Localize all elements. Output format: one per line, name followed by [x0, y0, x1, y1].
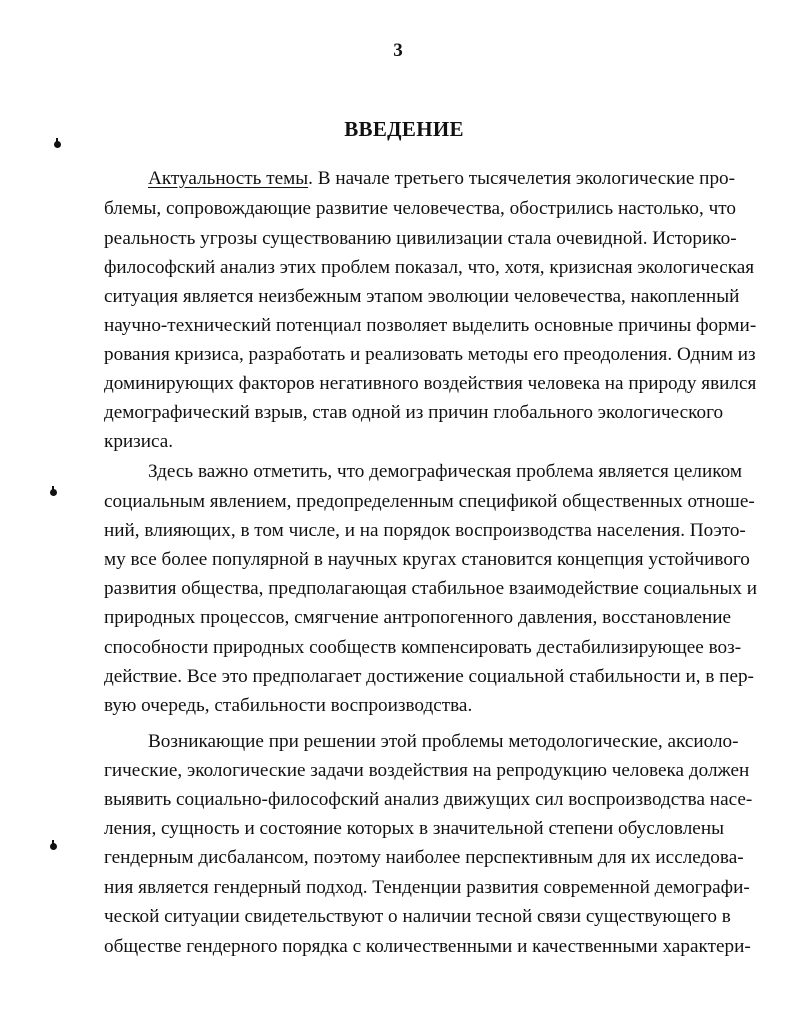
text-line: гендерным дисбалансом, поэтому наиболее перспективным для их исследова-	[104, 847, 744, 868]
text-line: ситуация является неизбежным этапом эволюции человечества, накопленный	[104, 286, 740, 307]
text-line: гические, экологические задачи воздействия на репродукцию человека должен	[104, 760, 750, 781]
page-number: 3	[393, 40, 403, 61]
text-line: выявить социально-философский анализ движущих сил воспроизводства насе-	[104, 789, 753, 810]
text-line: демографический взрыв, став одной из причин глобального экологического	[104, 402, 724, 423]
text-line: ления, сущность и состояние которых в значительной степени обусловлены	[104, 818, 724, 839]
text-line: блемы, сопровождающие развитие человечества, обострились настолько, что	[104, 198, 736, 219]
intro-heading: Актуальность темы	[148, 168, 309, 189]
section-title: ВВЕДЕНИЕ	[344, 117, 464, 141]
text-line: рования кризиса, разработать и реализовать методы его преодоления. Одним из	[104, 344, 756, 365]
text-line: природных процессов, смягчение антропогенного давления, восстановление	[104, 607, 732, 628]
text-line	[148, 165, 736, 193]
text-line: му все более популярной в научных кругах становится концепция устойчивого	[104, 549, 750, 570]
text-line: социальным явлением, предопределенным спецификой общественных отноше-	[104, 491, 755, 512]
text-line: доминирующих факторов негативного воздействия человека на природу явился	[104, 373, 757, 394]
text-line: Здесь важно отметить, что демографическая проблема является целиком	[148, 461, 742, 482]
text-line: ческой ситуации свидетельствуют о наличии тесной связи существующего в	[104, 906, 731, 927]
text-line: действие. Все это предполагает достижение социальной стабильности и, в пер-	[104, 666, 754, 687]
text-line: развития общества, предполагающая стабильное взаимодействие социальных и	[104, 578, 758, 599]
binding-hole-mark-1	[54, 141, 61, 148]
text-line: вую очередь, стабильности воспроизводства.	[104, 695, 473, 716]
binding-hole-mark-2	[50, 489, 57, 496]
text-line: обществе гендерного порядка с количественными и качественными характери-	[104, 936, 751, 957]
binding-hole-mark-3	[50, 843, 57, 850]
text-line: способности природных сообществ компенсировать дестабилизирующее воз-	[104, 637, 742, 658]
text-line: научно-технический потенциал позволяет выделить основные причины форми-	[104, 315, 757, 336]
text-line-rest: . В начале третьего тысячелетия экологические про-	[308, 168, 736, 189]
text-line: кризиса.	[104, 431, 174, 452]
text-line: ний, влияющих, в том числе, и на порядок воспроизводства населения. Поэто-	[104, 520, 746, 541]
text-line: Возникающие при решении этой проблемы методологические, аксиоло-	[148, 731, 739, 752]
text-line: реальность угрозы существованию цивилизации стала очевидной. Историко-	[104, 228, 737, 249]
text-line: ния является гендерный подход. Тенденции развития современной демографи-	[104, 877, 750, 898]
text-line: философский анализ этих проблем показал, что, хотя, кризисная экологическая	[104, 257, 755, 278]
